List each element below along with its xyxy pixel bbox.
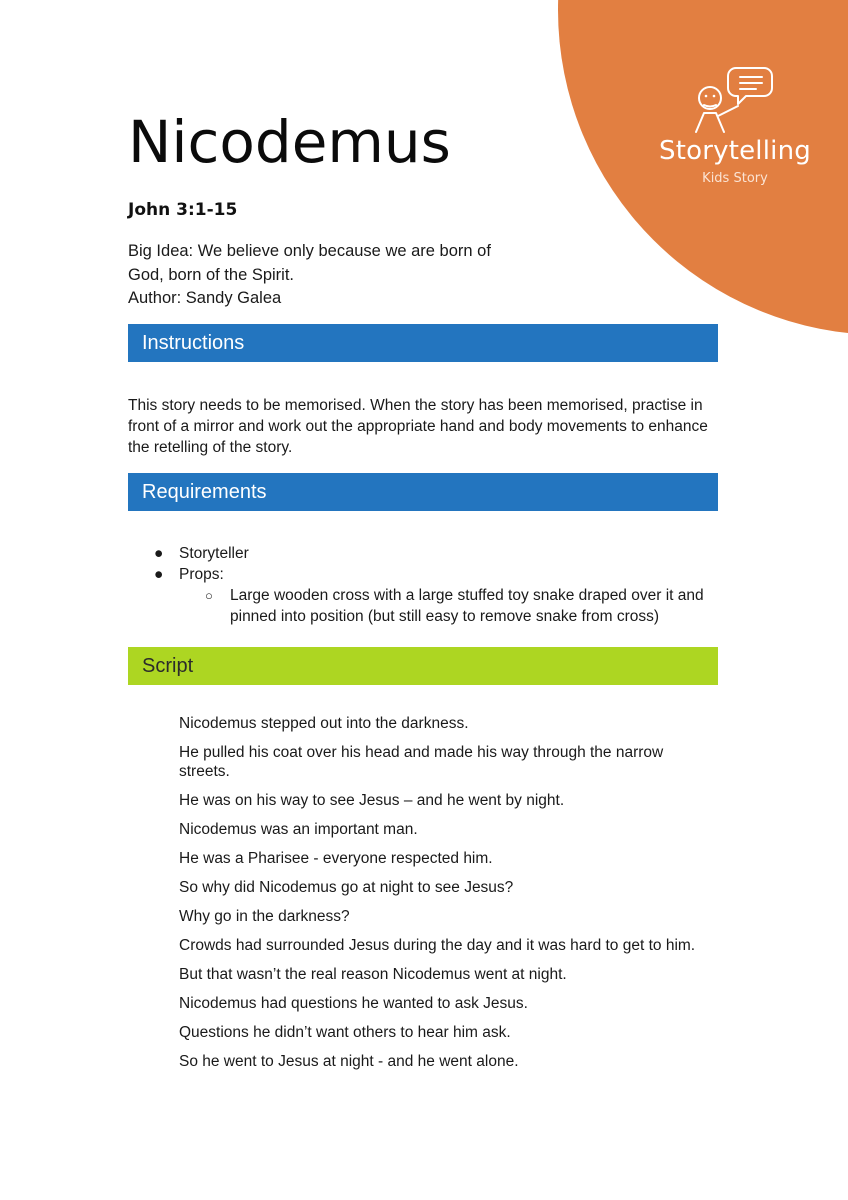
prop-cross-snake: Large wooden cross with a large stuffed toy snake draped over it and pinned into position (but still easy to remove snake from cross) <box>230 587 704 625</box>
brand-subtitle: Kids Story <box>702 171 768 186</box>
script-line: Questions he didn’t want others to hear him ask. <box>179 1024 511 1041</box>
storyteller-speech-bubble-icon <box>690 60 780 135</box>
list-item <box>128 564 728 585</box>
script-line: He pulled his coat over his head and made his way through the narrow streets. <box>179 744 664 780</box>
script-line: So why did Nicodemus go at night to see Jesus? <box>179 879 514 896</box>
requirements-heading: Requirements <box>128 473 718 511</box>
script-line: Nicodemus had questions he wanted to ask Jesus. <box>179 995 528 1012</box>
list-item <box>128 543 728 564</box>
storytelling-logo <box>640 60 830 190</box>
hollow-bullet-icon: ○ <box>205 588 213 603</box>
author-line: Author: Sandy Galea <box>128 289 282 307</box>
brand-title: Storytelling <box>659 136 811 166</box>
script-line: Nicodemus was an important man. <box>179 821 418 838</box>
script-body <box>179 714 699 1081</box>
list-item <box>128 585 728 627</box>
script-line: Crowds had surrounded Jesus during the day and it was hard to get to him. <box>179 937 696 954</box>
scripture-reference: John 3:1-15 <box>128 200 238 220</box>
script-line: Nicodemus stepped out into the darkness. <box>179 715 469 732</box>
story-meta <box>128 240 548 311</box>
instructions-heading: Instructions <box>128 324 718 362</box>
script-line: Why go in the darkness? <box>179 908 350 925</box>
bullet-icon: ● <box>154 545 164 562</box>
big-idea-line-2: God, born of the Spirit. <box>128 265 295 284</box>
script-line: So he went to Jesus at night - and he went alone. <box>179 1053 519 1070</box>
script-line: But that wasn’t the real reason Nicodemus went at night. <box>179 966 567 983</box>
requirement-props: Props: <box>179 566 224 583</box>
instructions-text: This story needs to be memorised. When the story has been memorised, practise in front of a mirror and work out the appropriate hand and body movements to enhance the retelling of the story. <box>128 397 708 456</box>
bullet-icon: ● <box>154 566 164 583</box>
big-idea-line-1: Big Idea: We believe only because we are born of <box>128 242 491 260</box>
requirements-list <box>128 543 728 627</box>
script-line: He was a Pharisee - everyone respected him. <box>179 850 493 867</box>
script-line: He was on his way to see Jesus – and he went by night. <box>179 792 565 809</box>
requirement-storyteller: Storyteller <box>179 545 249 562</box>
script-heading: Script <box>128 647 718 685</box>
page-title: Nicodemus <box>128 108 451 176</box>
